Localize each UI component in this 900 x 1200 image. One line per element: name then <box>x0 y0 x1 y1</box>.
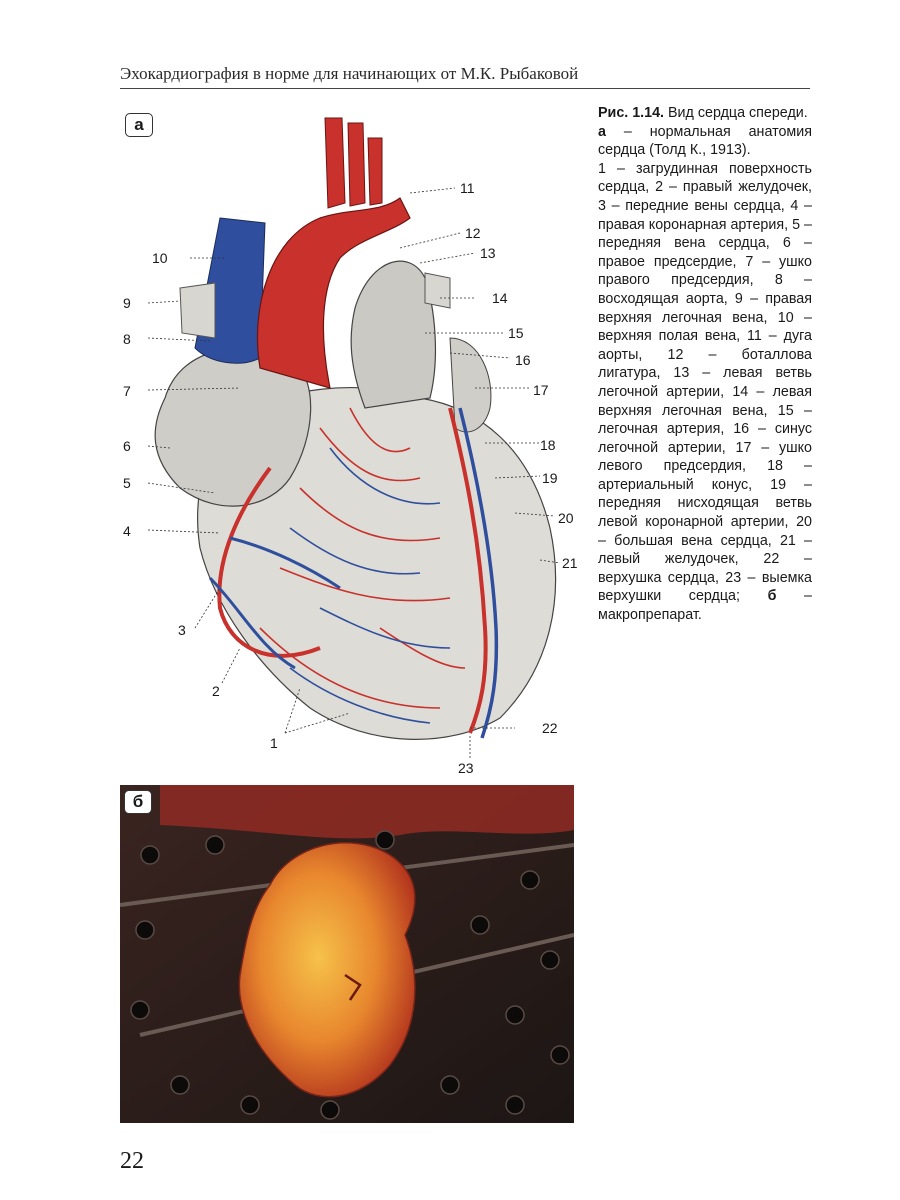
caption-a-letter: а <box>598 123 606 140</box>
label-3: 3 <box>178 622 186 638</box>
label-21: 21 <box>562 555 578 571</box>
pulmonary-veins-right <box>425 273 450 308</box>
label-8: 8 <box>123 331 131 347</box>
label-10: 10 <box>152 250 168 266</box>
label-20: 20 <box>558 510 574 526</box>
caption-legend-text: 1 – загрудинная поверхность сердца, 2 – правый желудочек, 3 – передние вены сердца, 4 – правая коронарная артерия, 5 – передняя вена сердца, 6 – правое предсердие, 7 – ушко правого предсердия, 8 – восходящая аорта, 9 – правая верхняя легочная вена, 10 – верхняя полая вена, 11 – дуга аорты, 12 – боталлова лигатура, 13 – левая ветвь легочной артерии, 14 – левая верхняя легочная вена, 15 – легочная артерия, 16 – синус легочной артерии, 17 – ушко левого предсердия, 18 – артериальный конус, 19 – передняя нисходящая ветвь левой коронарной артерии, 20 – большая вена сердца, 21 – левый желудочек, 22 – верхушка сердца, 23 – выемка верхушки сердца; <box>598 160 812 605</box>
running-head: Эхокардиография в норме для начинающих от М.К. Рыбаковой <box>120 64 579 83</box>
label-6: 6 <box>123 438 131 454</box>
caption-figure-number: Рис. 1.14. <box>598 105 665 121</box>
label-4: 4 <box>123 523 131 539</box>
label-13: 13 <box>480 245 496 261</box>
header-rule <box>120 88 810 89</box>
label-1: 1 <box>270 735 278 751</box>
page-number: 22 <box>120 1148 144 1174</box>
label-14: 14 <box>492 290 508 306</box>
caption-b-letter: б <box>767 588 777 605</box>
label-15: 15 <box>508 325 524 341</box>
label-17: 17 <box>533 382 549 398</box>
aortic-branches <box>325 118 382 208</box>
caption-title-line <box>598 104 812 123</box>
label-16: 16 <box>515 352 531 368</box>
label-5: 5 <box>123 475 131 491</box>
pulmonary-veins-left <box>180 283 215 338</box>
label-9: 9 <box>123 295 131 311</box>
panel-a-tag: а <box>125 113 153 137</box>
panel-b-tag: б <box>124 790 152 814</box>
pulmonary-artery <box>351 261 435 408</box>
caption-panel-a-line <box>598 123 812 160</box>
figure-caption <box>598 104 812 625</box>
left-atrial-appendage <box>450 338 491 432</box>
label-11: 11 <box>460 180 475 196</box>
label-12: 12 <box>465 225 481 241</box>
label-23: 23 <box>458 760 474 776</box>
label-19: 19 <box>542 470 558 486</box>
caption-b-text: – макропрепарат. <box>598 588 812 624</box>
label-7: 7 <box>123 383 131 399</box>
heart-illustration <box>120 108 590 780</box>
specimen-photo <box>120 785 574 1123</box>
label-22: 22 <box>542 720 558 736</box>
caption-a-text: – нормальная анатомия сердца (Толд К., 1913). <box>598 123 812 159</box>
caption-title-rest: Вид сердца спереди. <box>664 105 808 121</box>
caption-legend <box>598 160 812 625</box>
label-2: 2 <box>212 683 220 699</box>
label-18: 18 <box>540 437 556 453</box>
